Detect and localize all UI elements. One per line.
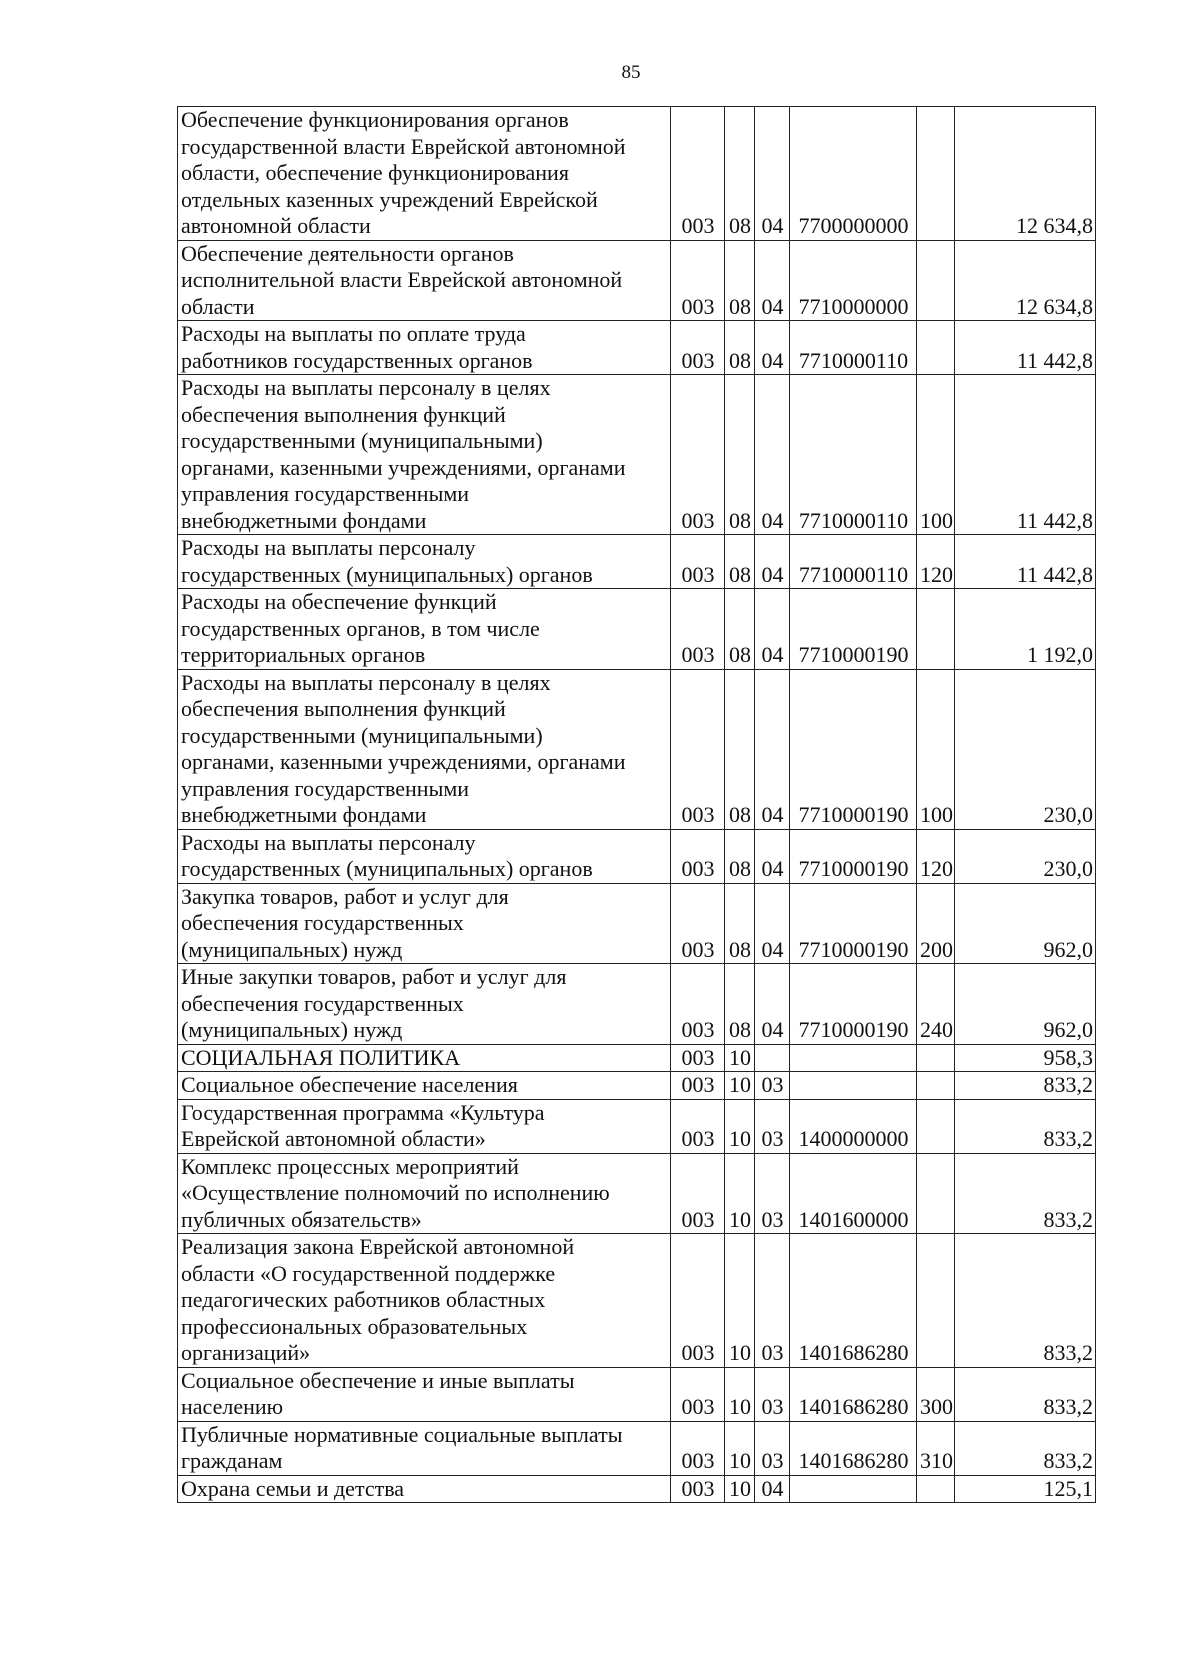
target-article-cell: [790, 107, 917, 241]
admin-code-cell: [671, 375, 725, 535]
amount-cell: [955, 1475, 1096, 1503]
section-code-cell: [725, 1153, 755, 1234]
row-name-text: Социальное обеспечение и иные выплаты населению: [181, 1367, 575, 1419]
target-article-text: 7710000190: [798, 642, 909, 667]
table-row: [178, 1153, 1096, 1234]
target-article-text: 7710000000: [798, 293, 909, 319]
target-article-cell: [790, 240, 917, 321]
table-row: [178, 1099, 1096, 1153]
expense-type-cell: [917, 1072, 955, 1100]
amount-cell: [955, 669, 1096, 829]
target-article-cell: [790, 1072, 917, 1100]
amount-text: 12 634,8: [1016, 293, 1093, 319]
admin-code-text: 003: [681, 1448, 715, 1473]
amount-cell: [955, 535, 1096, 589]
admin-code-cell: [671, 964, 725, 1045]
admin-code-cell: [671, 1072, 725, 1100]
row-name-cell: [178, 589, 671, 670]
amount-cell: [955, 1044, 1096, 1072]
admin-code-text: 003: [681, 1044, 715, 1070]
section-code-text: 08: [729, 642, 751, 667]
page-number: 85: [621, 62, 641, 83]
row-name-text: Расходы на выплаты персоналу в целях обеспечения выполнения функций государственными (муниципальными) органами, казенными учреждениями, органами управления государственными внебюджетными фондами: [181, 375, 626, 533]
section-code-cell: [725, 107, 755, 241]
subsection-code-cell: [755, 883, 790, 964]
section-code-cell: [725, 964, 755, 1045]
section-code-text: 10: [729, 1072, 751, 1097]
subsection-code-text: 03: [761, 1206, 784, 1232]
row-name-cell: [178, 1072, 671, 1100]
subsection-code-text: 04: [761, 561, 784, 587]
admin-code-cell: [671, 1153, 725, 1234]
row-name-text: СОЦИАЛЬНАЯ ПОЛИТИКА: [181, 1044, 461, 1070]
table-row: [178, 1234, 1096, 1368]
row-name-cell: [178, 1153, 671, 1234]
section-code-text: 08: [729, 507, 751, 533]
subsection-code-cell: [755, 375, 790, 535]
subsection-code-text: 04: [761, 213, 784, 238]
section-code-cell: [725, 669, 755, 829]
row-name-cell: [178, 1234, 671, 1368]
amount-cell: [955, 1153, 1096, 1234]
target-article-cell: [790, 321, 917, 375]
row-name-text: Государственная программа «Культура Еврейской автономной области»: [181, 1099, 545, 1151]
table-row: [178, 321, 1096, 375]
section-code-text: 10: [729, 1206, 751, 1232]
admin-code-text: 003: [681, 856, 715, 881]
target-article-cell: [790, 1234, 917, 1368]
subsection-code-text: 04: [761, 936, 784, 962]
table-row: [178, 669, 1096, 829]
admin-code-text: 003: [681, 1126, 715, 1151]
section-code-text: 08: [729, 856, 751, 881]
target-article-cell: [790, 1153, 917, 1234]
admin-code-text: 003: [681, 347, 715, 373]
budget-table: [177, 106, 1096, 1503]
section-code-cell: [725, 321, 755, 375]
amount-text: 125,1: [1043, 1475, 1093, 1501]
row-name-cell: [178, 375, 671, 535]
subsection-code-cell: [755, 589, 790, 670]
subsection-code-text: 04: [761, 507, 784, 533]
subsection-code-text: 03: [761, 1394, 784, 1419]
section-code-cell: [725, 883, 755, 964]
section-code-text: 10: [729, 1126, 751, 1151]
amount-cell: [955, 107, 1096, 241]
amount-text: 962,0: [1043, 1017, 1093, 1042]
admin-code-text: 003: [681, 1206, 715, 1232]
row-name-cell: [178, 321, 671, 375]
section-code-cell: [725, 1421, 755, 1475]
row-name-text: Комплекс процессных мероприятий «Осуществление полномочий по исполнению публичных обязательств»: [181, 1153, 610, 1232]
subsection-code-cell: [755, 535, 790, 589]
table-row: [178, 1044, 1096, 1072]
admin-code-cell: [671, 1099, 725, 1153]
row-name-text: Обеспечение деятельности органов исполнительной власти Еврейской автономной области: [181, 240, 623, 319]
section-code-cell: [725, 375, 755, 535]
target-article-cell: [790, 1099, 917, 1153]
amount-cell: [955, 1072, 1096, 1100]
target-article-cell: [790, 1475, 917, 1503]
amount-text: 833,2: [1043, 1394, 1093, 1419]
target-article-text: 1400000000: [798, 1126, 909, 1151]
table-row: [178, 1367, 1096, 1421]
subsection-code-cell: [755, 1475, 790, 1503]
target-article-text: 1401686280: [798, 1340, 909, 1365]
section-code-cell: [725, 1072, 755, 1100]
admin-code-cell: [671, 829, 725, 883]
table-row: [178, 240, 1096, 321]
expense-type-text: 120: [920, 561, 953, 587]
target-article-text: 7700000000: [798, 213, 909, 238]
target-article-text: 7710000190: [798, 802, 909, 827]
table-row: [178, 375, 1096, 535]
amount-cell: [955, 1099, 1096, 1153]
subsection-code-cell: [755, 829, 790, 883]
row-name-cell: [178, 883, 671, 964]
target-article-cell: [790, 883, 917, 964]
subsection-code-text: 04: [761, 347, 784, 373]
admin-code-text: 003: [681, 802, 715, 827]
subsection-code-text: 04: [761, 1475, 784, 1501]
section-code-text: 08: [729, 347, 751, 373]
target-article-cell: [790, 669, 917, 829]
expense-type-cell: [917, 589, 955, 670]
subsection-code-cell: [755, 321, 790, 375]
amount-text: 11 442,8: [1016, 507, 1093, 533]
amount-text: 230,0: [1043, 856, 1093, 881]
expense-type-cell: [917, 107, 955, 241]
row-name-cell: [178, 829, 671, 883]
row-name-text: Иные закупки товаров, работ и услуг для обеспечения государственных (муниципальных) нужд: [181, 964, 567, 1042]
section-code-text: 08: [729, 1017, 751, 1042]
row-name-cell: [178, 107, 671, 241]
amount-text: 11 442,8: [1016, 561, 1093, 587]
admin-code-cell: [671, 883, 725, 964]
amount-cell: [955, 375, 1096, 535]
section-code-text: 08: [729, 936, 751, 962]
amount-text: 230,0: [1043, 802, 1093, 827]
section-code-text: 10: [729, 1394, 751, 1419]
expense-type-cell: [917, 535, 955, 589]
row-name-text: Расходы на выплаты персоналу государственных (муниципальных) органов: [181, 535, 593, 587]
amount-text: 833,2: [1043, 1340, 1093, 1365]
section-code-cell: [725, 1475, 755, 1503]
section-code-text: 08: [729, 561, 751, 587]
amount-cell: [955, 240, 1096, 321]
expense-type-cell: [917, 883, 955, 964]
row-name-text: Охрана семьи и детства: [181, 1475, 405, 1501]
admin-code-cell: [671, 669, 725, 829]
admin-code-cell: [671, 1421, 725, 1475]
subsection-code-cell: [755, 1421, 790, 1475]
table-row: [178, 1475, 1096, 1503]
expense-type-text: 100: [920, 802, 953, 827]
expense-type-cell: [917, 669, 955, 829]
admin-code-text: 003: [681, 561, 715, 587]
row-name-text: Закупка товаров, работ и услуг для обеспечения государственных (муниципальных) нужд: [181, 883, 509, 962]
admin-code-text: 003: [681, 936, 715, 962]
amount-text: 962,0: [1043, 936, 1093, 962]
target-article-cell: [790, 829, 917, 883]
table-row: [178, 964, 1096, 1045]
subsection-code-cell: [755, 1044, 790, 1072]
row-name-text: Расходы на выплаты персоналу в целях обеспечения выполнения функций государственными (муниципальными) органами, казенными учреждениями, органами управления государственными внебюджетными фондами: [181, 669, 626, 827]
expense-type-text: 240: [920, 1017, 953, 1042]
row-name-text: Расходы на выплаты по оплате труда работников государственных органов: [181, 321, 533, 373]
expense-type-cell: [917, 1421, 955, 1475]
target-article-text: 7710000190: [798, 856, 909, 881]
amount-cell: [955, 883, 1096, 964]
section-code-cell: [725, 240, 755, 321]
row-name-cell: [178, 535, 671, 589]
amount-cell: [955, 321, 1096, 375]
section-code-text: 10: [729, 1340, 751, 1365]
admin-code-cell: [671, 1234, 725, 1368]
expense-type-text: 200: [920, 936, 953, 962]
subsection-code-text: 04: [761, 1017, 784, 1042]
budget-table-body: [178, 107, 1096, 1503]
subsection-code-cell: [755, 669, 790, 829]
amount-text: 958,3: [1043, 1044, 1093, 1070]
row-name-cell: [178, 1475, 671, 1503]
target-article-cell: [790, 1044, 917, 1072]
target-article-text: 1401686280: [798, 1394, 909, 1419]
table-row: [178, 107, 1096, 241]
subsection-code-cell: [755, 1099, 790, 1153]
section-code-text: 08: [729, 213, 751, 238]
expense-type-text: 300: [920, 1394, 953, 1419]
admin-code-cell: [671, 107, 725, 241]
expense-type-cell: [917, 1153, 955, 1234]
subsection-code-text: 04: [761, 293, 784, 319]
admin-code-cell: [671, 240, 725, 321]
table-row: [178, 829, 1096, 883]
target-article-cell: [790, 375, 917, 535]
target-article-cell: [790, 589, 917, 670]
admin-code-cell: [671, 321, 725, 375]
admin-code-text: 003: [681, 1072, 715, 1097]
admin-code-text: 003: [681, 1017, 715, 1042]
row-name-cell: [178, 669, 671, 829]
subsection-code-text: 04: [761, 642, 784, 667]
expense-type-text: 120: [920, 856, 953, 881]
amount-text: 833,2: [1043, 1206, 1093, 1232]
amount-cell: [955, 964, 1096, 1045]
section-code-text: 10: [729, 1475, 751, 1501]
table-row: [178, 883, 1096, 964]
row-name-cell: [178, 1044, 671, 1072]
target-article-cell: [790, 1421, 917, 1475]
amount-cell: [955, 1421, 1096, 1475]
subsection-code-text: 03: [761, 1126, 784, 1151]
expense-type-cell: [917, 321, 955, 375]
row-name-cell: [178, 1367, 671, 1421]
subsection-code-cell: [755, 240, 790, 321]
table-row: [178, 1421, 1096, 1475]
expense-type-cell: [917, 829, 955, 883]
admin-code-cell: [671, 589, 725, 670]
expense-type-text: 100: [920, 507, 953, 533]
subsection-code-text: 03: [761, 1072, 784, 1097]
target-article-cell: [790, 535, 917, 589]
expense-type-cell: [917, 375, 955, 535]
target-article-cell: [790, 964, 917, 1045]
subsection-code-text: 03: [761, 1448, 784, 1473]
section-code-text: 10: [729, 1448, 751, 1473]
row-name-cell: [178, 1099, 671, 1153]
admin-code-text: 003: [681, 1340, 715, 1365]
expense-type-cell: [917, 1234, 955, 1368]
target-article-cell: [790, 1367, 917, 1421]
amount-cell: [955, 589, 1096, 670]
table-row: [178, 1072, 1096, 1100]
amount-text: 11 442,8: [1016, 347, 1093, 373]
row-name-text: Реализация закона Еврейской автономной области «О государственной поддержке педагогических работников областных профессиональных образовательных организаций»: [181, 1234, 575, 1365]
section-code-cell: [725, 1099, 755, 1153]
amount-text: 12 634,8: [1016, 213, 1093, 238]
admin-code-cell: [671, 1044, 725, 1072]
amount-cell: [955, 829, 1096, 883]
subsection-code-cell: [755, 1367, 790, 1421]
admin-code-text: 003: [681, 293, 715, 319]
amount-text: 1 192,0: [1027, 642, 1093, 667]
expense-type-cell: [917, 964, 955, 1045]
section-code-cell: [725, 535, 755, 589]
section-code-text: 08: [729, 802, 751, 827]
admin-code-text: 003: [681, 507, 715, 533]
section-code-text: 08: [729, 293, 751, 319]
section-code-cell: [725, 1044, 755, 1072]
amount-text: 833,2: [1043, 1072, 1093, 1097]
subsection-code-cell: [755, 964, 790, 1045]
target-article-text: 1401600000: [798, 1206, 909, 1232]
admin-code-text: 003: [681, 1475, 715, 1501]
expense-type-text: 310: [920, 1448, 953, 1473]
row-name-cell: [178, 964, 671, 1045]
row-name-cell: [178, 1421, 671, 1475]
section-code-cell: [725, 1234, 755, 1368]
admin-code-cell: [671, 1367, 725, 1421]
table-row: [178, 589, 1096, 670]
section-code-text: 10: [729, 1044, 751, 1070]
amount-text: 833,2: [1043, 1448, 1093, 1473]
target-article-text: 7710000110: [798, 507, 909, 533]
subsection-code-cell: [755, 1153, 790, 1234]
section-code-cell: [725, 589, 755, 670]
target-article-text: 7710000190: [798, 936, 909, 962]
subsection-code-text: 04: [761, 856, 784, 881]
admin-code-cell: [671, 535, 725, 589]
subsection-code-cell: [755, 1234, 790, 1368]
row-name-text: Публичные нормативные социальные выплаты гражданам: [181, 1421, 623, 1473]
admin-code-text: 003: [681, 213, 715, 238]
expense-type-cell: [917, 1475, 955, 1503]
row-name-cell: [178, 240, 671, 321]
amount-cell: [955, 1234, 1096, 1368]
amount-text: 833,2: [1043, 1126, 1093, 1151]
expense-type-cell: [917, 1099, 955, 1153]
target-article-text: 7710000190: [798, 1017, 909, 1042]
admin-code-cell: [671, 1475, 725, 1503]
admin-code-text: 003: [681, 642, 715, 667]
row-name-text: Обеспечение функционирования органов государственной власти Еврейской автономной области, обеспечение функционирования отдельных казенных учреждений Еврейской автономной области: [181, 107, 626, 238]
target-article-text: 7710000110: [798, 347, 909, 373]
amount-cell: [955, 1367, 1096, 1421]
subsection-code-text: 03: [761, 1340, 784, 1365]
table-row: [178, 535, 1096, 589]
row-name-text: Расходы на выплаты персоналу государственных (муниципальных) органов: [181, 829, 593, 881]
target-article-text: 7710000110: [798, 561, 909, 587]
section-code-cell: [725, 1367, 755, 1421]
row-name-text: Социальное обеспечение населения: [181, 1072, 518, 1097]
row-name-text: Расходы на обеспечение функций государственных органов, в том числе территориальных органов: [181, 589, 540, 667]
subsection-code-text: 04: [761, 802, 784, 827]
subsection-code-cell: [755, 1072, 790, 1100]
expense-type-cell: [917, 1044, 955, 1072]
expense-type-cell: [917, 240, 955, 321]
section-code-cell: [725, 829, 755, 883]
expense-type-cell: [917, 1367, 955, 1421]
subsection-code-cell: [755, 107, 790, 241]
target-article-text: 1401686280: [798, 1448, 909, 1473]
admin-code-text: 003: [681, 1394, 715, 1419]
